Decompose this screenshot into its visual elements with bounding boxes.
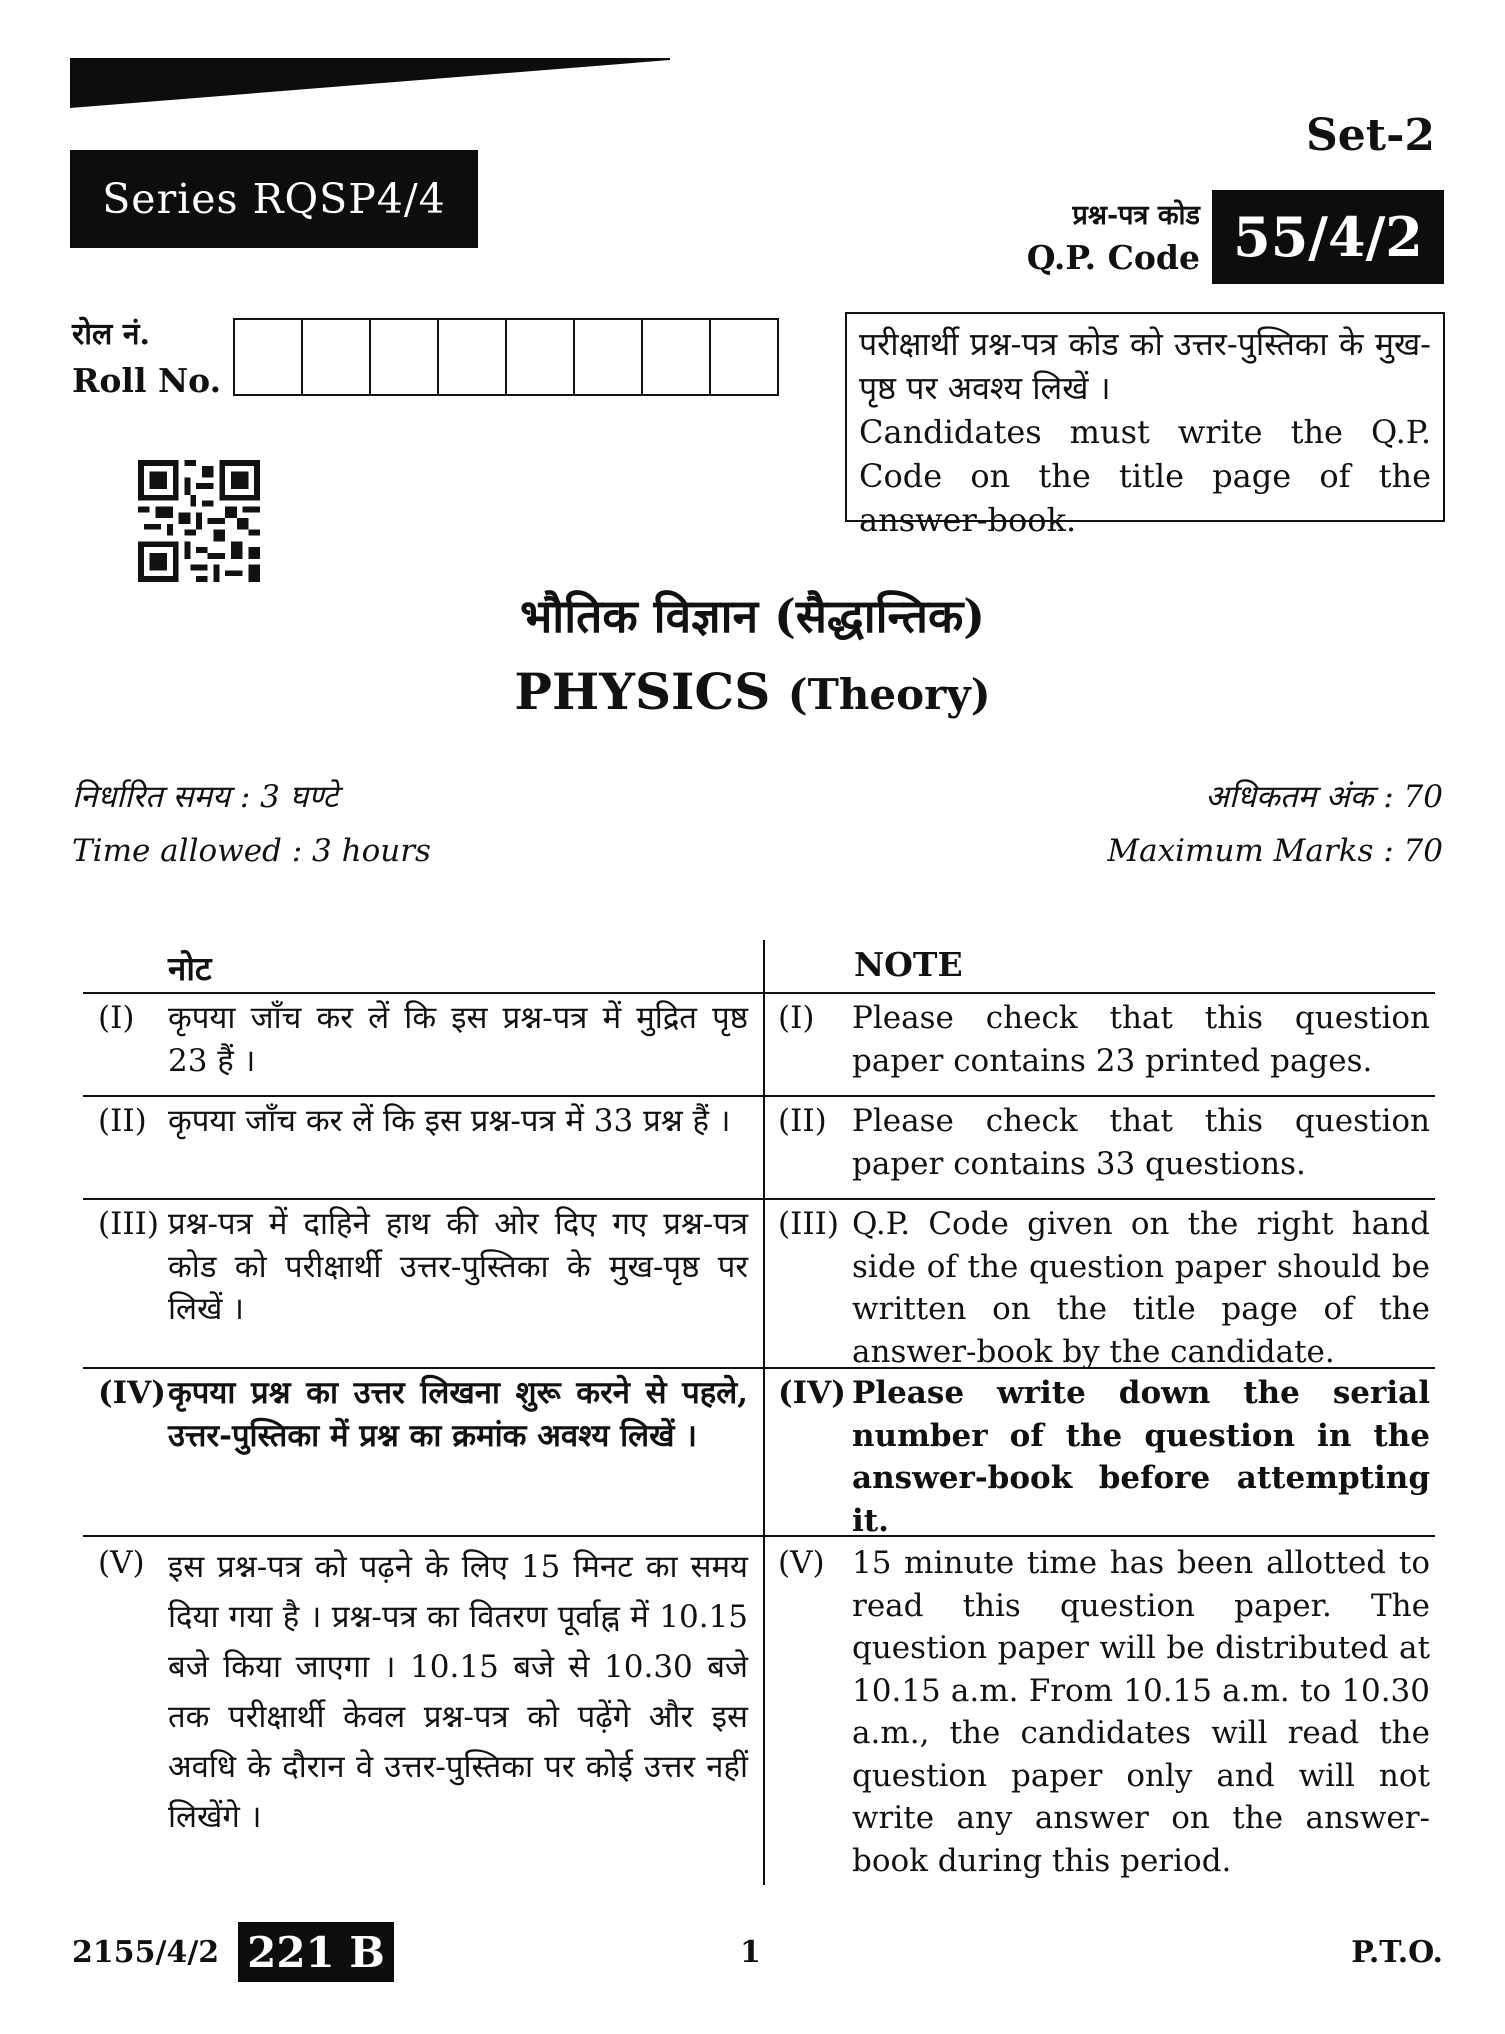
note-number: (I): [778, 1000, 815, 1036]
notice-text-en: Candidates must write the Q.P. Code on the title page of the answer-book.: [859, 413, 1431, 539]
notes-column-divider: [763, 940, 765, 1885]
note-item-en: [778, 1203, 1430, 1370]
note-item-en: [778, 997, 1430, 1092]
qp-code-label-hi: प्रश्न-पत्र कोड: [1072, 200, 1200, 231]
series-badge: Series RQSP4/4: [70, 150, 478, 248]
note-item-en: [778, 1100, 1430, 1195]
set-number: Set-2: [1306, 110, 1435, 161]
roll-number-labels: [72, 312, 221, 404]
note-item-hi: [98, 1372, 748, 1532]
note-item-hi: [98, 1100, 748, 1195]
roll-number-field[interactable]: [233, 318, 779, 396]
paper-code-badge: 221 B: [238, 1922, 394, 1982]
maximum-marks: [1107, 770, 1443, 878]
roll-digit-box[interactable]: [643, 320, 711, 394]
roll-digit-box[interactable]: [711, 320, 777, 394]
qp-code-label-en: Q.P. Code: [1026, 238, 1200, 277]
qp-code-labels: [990, 196, 1200, 280]
note-item-en: [778, 1542, 1430, 1882]
note-number: (III): [98, 1206, 159, 1242]
subject-title-hi: भौतिक विज्ञान (सैद्धान्तिक): [519, 589, 986, 643]
notes-row-divider: [83, 992, 1435, 994]
time-allowed-hi: निर्धारित समय : 3 घण्टे: [72, 779, 339, 815]
roll-digit-box[interactable]: [439, 320, 507, 394]
notes-heading-en: NOTE: [854, 945, 963, 984]
notes-heading-hi: नोट: [168, 949, 212, 988]
roll-digit-box[interactable]: [303, 320, 371, 394]
note-text: प्रश्न-पत्र में दाहिने हाथ की ओर दिए गए प्रश्न-पत्र कोड को परीक्षार्थी उत्तर-पुस्तिका के मुख-पृष्ठ पर लिखें ।: [168, 1206, 748, 1327]
header-black-bar: [70, 58, 670, 108]
notes-row-divider: [83, 1095, 1435, 1097]
roll-digit-box[interactable]: [507, 320, 575, 394]
note-text: कृपया जाँच कर लें कि इस प्रश्न-पत्र में मुद्रित पृष्ठ 23 हैं ।: [168, 1000, 748, 1079]
roll-digit-box[interactable]: [371, 320, 439, 394]
note-text: Q.P. Code given on the right hand side of the question paper should be written on the title page of the answer-book by the candidate.: [852, 1206, 1430, 1370]
notes-row-divider: [83, 1198, 1435, 1200]
note-text: Please check that this question paper contains 33 questions.: [852, 1103, 1430, 1182]
note-text: Please write down the serial number of the question in the answer-book before attempting it.: [852, 1375, 1430, 1539]
qr-code-icon: [138, 460, 260, 582]
roll-label-hi: रोल नं.: [72, 317, 150, 352]
maximum-marks-hi: अधिकतम अंक : 70: [1205, 779, 1443, 815]
note-text: 15 minute time has been allotted to read this question paper. The question paper will be distributed at 10.15 a.m. From 10.15 a.m. to 10.30 a.m., the candidates will read the question paper only and will not write any answer on the answer-book during this period.: [852, 1545, 1430, 1879]
paper-code: 2155/4/2: [72, 1935, 220, 1970]
notice-text-hi: परीक्षार्थी प्रश्न-पत्र कोड को उत्तर-पुस्तिका के मुख-पृष्ठ पर अवश्य लिखें ।: [859, 325, 1431, 407]
note-number: (V): [98, 1545, 145, 1581]
roll-digit-box[interactable]: [235, 320, 303, 394]
note-number: (I): [98, 1000, 135, 1036]
page-number: 1: [740, 1935, 761, 1970]
maximum-marks-en: Maximum Marks : 70: [1107, 833, 1443, 869]
note-item-hi: [98, 997, 748, 1092]
roll-label-en: Roll No.: [72, 361, 222, 400]
note-text: Please check that this question paper contains 23 printed pages.: [852, 1000, 1430, 1079]
note-number: (II): [778, 1103, 827, 1139]
note-item-hi: [98, 1542, 748, 1882]
note-number: (II): [98, 1103, 147, 1139]
subject-title-paren: (Theory): [787, 670, 991, 719]
note-text: इस प्रश्न-पत्र को पढ़ने के लिए 15 मिनट का समय दिया गया है । प्रश्न-पत्र का वितरण पूर्वाह्न में 10.15 बजे किया जाएगा । 10.15 बजे से 10.30 बजे तक परीक्षार्थी केवल प्रश्न-पत्र को पढ़ेंगे और इस अवधि के दौरान वे उत्तर-पुस्तिका पर कोई उत्तर नहीं लिखेंगे ।: [168, 1549, 748, 1835]
note-text: कृपया प्रश्न का उत्तर लिखना शुरू करने से पहले, उत्तर-पुस्तिका में प्रश्न का क्रमांक अवश्य लिखें ।: [168, 1375, 748, 1454]
time-allowed: [72, 770, 431, 878]
note-number: (V): [778, 1545, 825, 1581]
note-number: (IV): [98, 1375, 166, 1411]
subject-title-main: PHYSICS: [514, 662, 771, 721]
subject-title-en: [0, 662, 1505, 721]
qp-code-notice-box: [845, 312, 1445, 539]
qp-code-badge: 55/4/2: [1212, 190, 1444, 284]
time-allowed-en: Time allowed : 3 hours: [72, 833, 431, 869]
roll-digit-box[interactable]: [575, 320, 643, 394]
note-item-hi: [98, 1203, 748, 1363]
please-turn-over: P.T.O.: [1351, 1935, 1443, 1970]
note-item-en: [778, 1372, 1430, 1539]
note-number: (IV): [778, 1375, 846, 1411]
note-text: कृपया जाँच कर लें कि इस प्रश्न-पत्र में 33 प्रश्न हैं ।: [168, 1103, 731, 1139]
note-number: (III): [778, 1206, 839, 1242]
